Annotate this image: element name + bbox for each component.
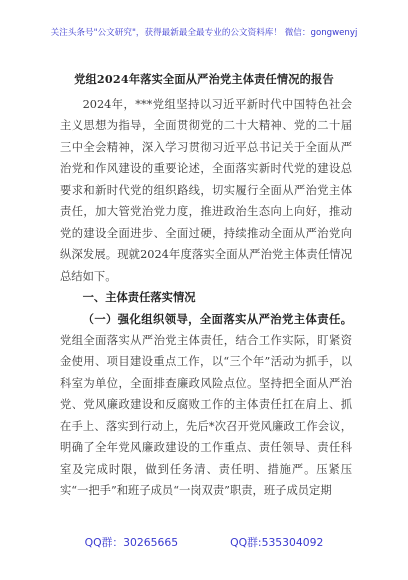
intro-paragraph: 2024年，***党组坚持以习近平新时代中国特色社会主义思想为指导，全面贯彻党的二十大精神、党的二十届三中全会精神，深入学习贯彻习近平总书记关于全面从严治党和作风建设的重要论述，全面落实新时代党的建设总要求和新时代党的组织路线，切实履行全面从严治党主体责任，加大管党治党力度，推进政治生态向上向好，推动党的建设全面进步、全面过硬，持续推动全面从严治党向纵深发展。现就2024年度落实全面从严治党主体责任情况总结如下。	[60, 98, 352, 283]
section-heading: 一、主体责任落实情况	[82, 290, 196, 305]
footer-banner	[0, 535, 408, 550]
document-body	[60, 94, 352, 502]
item1-paragraph	[60, 309, 352, 502]
document-title: 党组2024年落实全面从严治党主体责任情况的报告	[74, 72, 334, 86]
qq-group-1: QQ群：30265665	[84, 536, 179, 549]
item1-lead: （一）强化组织领导，全面落实从严治党主体责任。	[82, 311, 352, 326]
qq-group-2: QQ群:535304092	[230, 536, 324, 549]
header-banner: 关注头条号"公文研究"，获得最新最全最专业的公文资料库！ 微信：gongwenyj	[50, 28, 358, 38]
item1-body: 党组全面落实从严治党主体责任，结合工作实际，盯紧资金使用、项目建设重点工作，以“三个年”活动为抓手，以科室为单位，全面排查廉政风险点位。坚持把全面从严治党、党风廉政建设和反腐败工作的主体责任扛在肩上、抓在手上、落实到行动上，先后*次召开党风廉政工作会议，明确了全年党风廉政建设的工作重点、责任领导、责任科室及完成时限，做到任务清、责任明、措施严。压紧压实“一把手”和班子成员“一岗双责”职责，班子成员定期	[60, 333, 352, 498]
